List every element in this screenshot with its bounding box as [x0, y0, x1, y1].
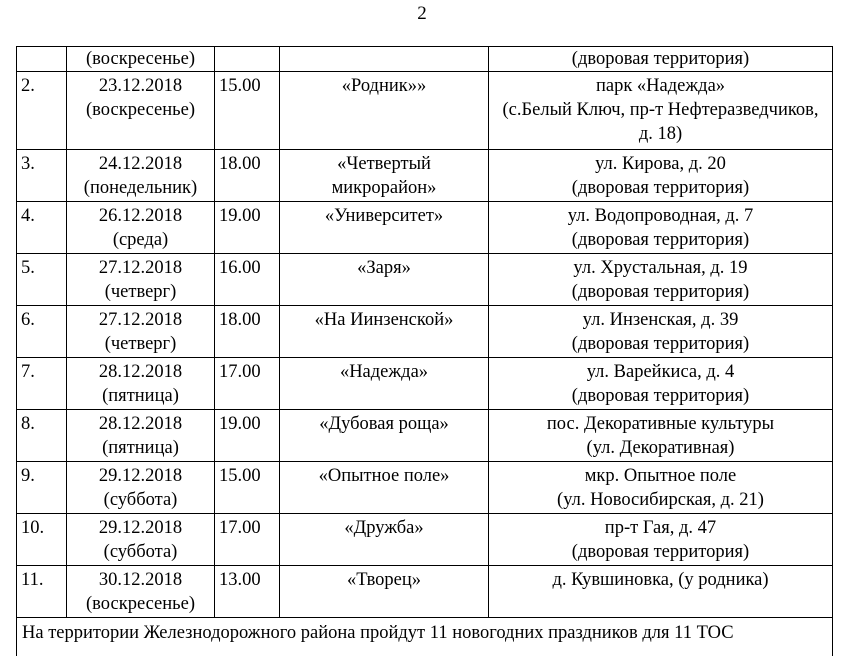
date-cell: [67, 514, 215, 566]
date-cell: [67, 410, 215, 462]
row-number-cell-text: 9.: [21, 466, 35, 486]
date-cell-line: (воскресенье): [86, 100, 195, 120]
date-cell-line: (среда): [112, 230, 169, 250]
venue-cell-line: д. Кувшиновка, (у родника): [552, 570, 769, 590]
date-cell-line: 29.12.2018: [98, 518, 183, 538]
date-cell: [67, 150, 215, 202]
venue-cell: [489, 202, 833, 254]
tos-name-cell-line: «Надежда»: [339, 362, 429, 382]
time-cell-text: 13.00: [219, 570, 261, 590]
row-number-cell: [17, 254, 67, 306]
date-cell-line: (четверг): [104, 282, 177, 302]
venue-cell: [489, 72, 833, 150]
date-cell: [67, 72, 215, 150]
tos-name-cell: [280, 47, 489, 72]
tos-name-cell-line: «Дубовая роща»: [319, 414, 449, 434]
date-cell-line: (пятница): [102, 386, 179, 406]
table-row: [17, 202, 833, 254]
tos-name-cell-line: «На Иинзенской»: [314, 310, 454, 330]
table-row: [17, 150, 833, 202]
venue-cell-line: (дворовая территория): [571, 178, 750, 198]
time-cell: [215, 254, 280, 306]
date-cell-line: (понедельник): [83, 178, 198, 198]
summary-text: На территории Железнодорожного района пройдут 11 новогодних праздников для 11 ТОС: [22, 623, 734, 643]
table-row: [17, 410, 833, 462]
time-cell: [215, 514, 280, 566]
venue-cell-line: ул. Варейкиса, д. 4: [586, 362, 735, 382]
venue-cell-line: (ул. Новосибирская, д. 21): [557, 490, 764, 510]
time-cell: [215, 306, 280, 358]
tos-name-cell-line: «Дружба»: [344, 518, 424, 538]
time-cell: [215, 410, 280, 462]
row-number-cell: [17, 566, 67, 618]
venue-cell-line: ул. Хрустальная, д. 19: [573, 258, 748, 278]
page-number: 2: [417, 3, 427, 24]
tos-name-cell: [280, 358, 489, 410]
row-number-cell-text: 5.: [21, 258, 35, 278]
venue-cell-line: (ул. Декоративная): [586, 438, 735, 458]
date-cell: [67, 47, 215, 72]
venue-cell-line: ул. Инзенская, д. 39: [582, 310, 739, 330]
time-cell: [215, 566, 280, 618]
time-cell-text: 18.00: [219, 310, 261, 330]
time-cell: [215, 72, 280, 150]
date-cell-line: 28.12.2018: [98, 362, 183, 382]
time-cell-text: 15.00: [219, 466, 261, 486]
time-cell-text: 18.00: [219, 154, 261, 174]
row-number-cell-text: 7.: [21, 362, 35, 382]
tos-name-cell-line: «Опытное поле»: [318, 466, 450, 486]
date-cell-line: 27.12.2018: [98, 310, 183, 330]
date-cell-line: 24.12.2018: [98, 154, 183, 174]
venue-cell-line: парк «Надежда»: [595, 76, 726, 96]
row-number-cell-text: 11.: [21, 570, 44, 590]
time-cell: [215, 47, 280, 72]
tos-name-cell: [280, 306, 489, 358]
time-cell-text: 16.00: [219, 258, 261, 278]
venue-cell-line: (дворовая территория): [571, 230, 750, 250]
date-cell-line: 27.12.2018: [98, 258, 183, 278]
venue-cell-line: (дворовая территория): [571, 386, 750, 406]
date-cell-line: (воскресенье): [86, 49, 195, 69]
row-number-cell-text: 3.: [21, 154, 35, 174]
row-number-cell-text: 4.: [21, 206, 35, 226]
venue-cell: [489, 514, 833, 566]
date-cell-line: 23.12.2018: [98, 76, 183, 96]
date-cell: [67, 462, 215, 514]
table-row: [17, 254, 833, 306]
time-cell: [215, 150, 280, 202]
venue-cell: [489, 566, 833, 618]
row-number-cell: [17, 358, 67, 410]
venue-cell: [489, 358, 833, 410]
events-table: [16, 46, 833, 618]
row-number-cell: [17, 514, 67, 566]
venue-cell-line: пр-т Гая, д. 47: [604, 518, 717, 538]
time-cell: [215, 462, 280, 514]
tos-name-cell: [280, 254, 489, 306]
venue-cell-line: мкр. Опытное поле: [584, 466, 737, 486]
date-cell-line: 29.12.2018: [98, 466, 183, 486]
time-cell-text: 17.00: [219, 362, 261, 382]
table-row: [17, 358, 833, 410]
venue-cell-line: д. 18): [638, 124, 683, 144]
tos-name-cell-line: микрорайон»: [331, 178, 437, 198]
date-cell-line: (суббота): [103, 490, 178, 510]
table-row: [17, 306, 833, 358]
row-number-cell: [17, 410, 67, 462]
table-row: [17, 566, 833, 618]
venue-cell-line: (дворовая территория): [571, 282, 750, 302]
table-row: [17, 47, 833, 72]
date-cell-line: (четверг): [104, 334, 177, 354]
tos-name-cell: [280, 462, 489, 514]
tos-name-cell: [280, 566, 489, 618]
date-cell-line: (суббота): [103, 542, 178, 562]
venue-cell: [489, 254, 833, 306]
row-number-cell: [17, 47, 67, 72]
time-cell: [215, 202, 280, 254]
venue-cell-line: (с.Белый Ключ, пр-т Нефтеразведчиков,: [502, 100, 819, 120]
tos-name-cell-line: «Творец»: [346, 570, 422, 590]
venue-cell: [489, 410, 833, 462]
date-cell-line: 28.12.2018: [98, 414, 183, 434]
row-number-cell: [17, 150, 67, 202]
tos-name-cell: [280, 150, 489, 202]
table-row: [17, 514, 833, 566]
date-cell: [67, 306, 215, 358]
row-number-cell-text: 8.: [21, 414, 35, 434]
row-number-cell: [17, 306, 67, 358]
venue-cell: [489, 47, 833, 72]
table-row: [17, 462, 833, 514]
venue-cell-line: (дворовая территория): [571, 542, 750, 562]
date-cell: [67, 254, 215, 306]
time-cell-text: 19.00: [219, 206, 261, 226]
time-cell-text: 17.00: [219, 518, 261, 538]
row-number-cell: [17, 202, 67, 254]
tos-name-cell-line: «Университет»: [324, 206, 444, 226]
date-cell: [67, 566, 215, 618]
table-row: [17, 72, 833, 150]
time-cell: [215, 358, 280, 410]
venue-cell: [489, 150, 833, 202]
time-cell-text: 15.00: [219, 76, 261, 96]
tos-name-cell: [280, 514, 489, 566]
venue-cell: [489, 462, 833, 514]
row-number-cell-text: 6.: [21, 310, 35, 330]
tos-name-cell: [280, 72, 489, 150]
date-cell: [67, 202, 215, 254]
date-cell-line: 26.12.2018: [98, 206, 183, 226]
row-number-cell: [17, 462, 67, 514]
tos-name-cell: [280, 410, 489, 462]
venue-cell-line: (дворовая территория): [571, 334, 750, 354]
row-number-cell-text: 2.: [21, 76, 35, 96]
row-number-cell-text: 10.: [21, 518, 45, 538]
time-cell-text: 19.00: [219, 414, 261, 434]
venue-cell-line: ул. Водопроводная, д. 7: [567, 206, 754, 226]
venue-cell-line: ул. Кирова, д. 20: [595, 154, 726, 174]
events-table-body: [17, 47, 833, 618]
tos-name-cell-line: «Четвертый: [337, 154, 431, 174]
date-cell-line: 30.12.2018: [98, 570, 183, 590]
date-cell-line: (воскресенье): [86, 594, 195, 614]
tos-name-cell-line: «Родник»»: [341, 76, 427, 96]
tos-name-cell-line: «Заря»: [357, 258, 411, 278]
row-number-cell: [17, 72, 67, 150]
venue-cell: [489, 306, 833, 358]
tos-name-cell: [280, 202, 489, 254]
date-cell: [67, 358, 215, 410]
venue-cell-line: (дворовая территория): [571, 49, 750, 69]
date-cell-line: (пятница): [102, 438, 179, 458]
venue-cell-line: пос. Декоративные культуры: [546, 414, 775, 434]
